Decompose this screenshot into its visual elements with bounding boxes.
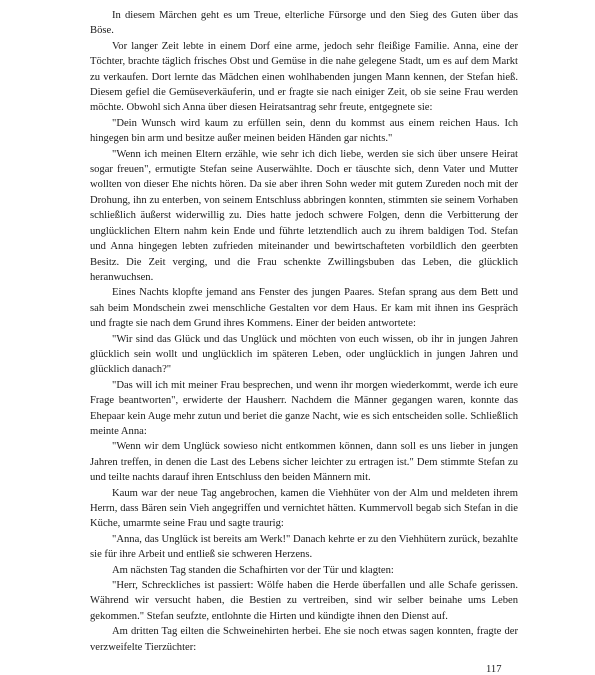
- paragraph: "Wir sind das Glück und das Unglück und möchten von euch wissen, ob ihr in jungen Jahren glücklich sein wollt und unglücklich im späteren Leben, oder unglücklich in jungen Jahren und glücklich danach?": [90, 333, 518, 376]
- paragraph: "Wenn ich meinen Eltern erzähle, wie sehr ich dich liebe, werden sie sich über unsere Heirat sogar freuen", ermutigte Stefan seine Auserwählte. Doch er täuschte sich, denn Vater und Mutter wollten von dieser Ehe nichts hören. Da sie aber ihren Sohn weder mit gutem Zureden noch mit der Drohung, ihn zu enterben, von seinem Entschluss abbringen konnten, stimmten sie seinem Vorhaben schließlich äußerst widerwillig zu. Dies hatte jedoch schwere Folgen, denn die Verbitterung der unglücklichen Eltern nahm kein Ende und führte letztendlich auch zu ihrem baldigen Tod. Stefan und Anna hingegen lebten zufrieden miteinander und bewirtschafteten vorbildlich den geerbten Besitz. Die Zeit verging, und die Frau schenkte Zwillingsbuben das Leben, die glücklich heranwuchsen.: [90, 148, 518, 283]
- paragraph: "Anna, das Unglück ist bereits am Werk!" Danach kehrte er zu den Viehhütern zurück, bezahlte sie für ihre Arbeit und entließ sie schweren Herzens.: [90, 533, 518, 561]
- paragraph: Eines Nachts klopfte jemand ans Fenster des jungen Paares. Stefan sprang aus dem Bett und sah beim Mondschein zwei menschliche Gestalten vor dem Haus. Er kam mit ihnen ins Gespräch und fragte sie nach dem Grund ihres Kommens. Einer der beiden antwortete:: [90, 287, 518, 330]
- paragraph: "Das will ich mit meiner Frau besprechen, und wenn ihr morgen wiederkommt, werde ich eure Frage beantworten", erwiderte der Hausherr. Nachdem die Männer gegangen waren, konnte das Ehepaar kein Auge mehr zutun und beriet die ganze Nacht, wie es sich entscheiden solle. Schließlich meinte Anna:: [90, 379, 518, 437]
- page-number: 117: [486, 664, 502, 675]
- paragraph: Kaum war der neue Tag angebrochen, kamen die Viehhüter von der Alm und meldeten ihrem Herrn, dass Bären sein Vieh angegriffen und vernichtet hätten. Kummervoll begab sich Stefan in die Küche, umarmte seine Frau und sagte traurig:: [90, 487, 518, 530]
- paragraph: In diesem Märchen geht es um Treue, elterliche Fürsorge und den Sieg des Guten über das Böse.: [90, 10, 518, 37]
- paragraph: "Wenn wir dem Unglück sowieso nicht entkommen können, dann soll es uns lieber in jungen Jahren treffen, in denen die Last des Lebens sicher leichter zu ertragen ist." Dem stimmte Stefan zu und teilte nachts darauf ihren Entschluss den beiden Männern mit.: [90, 441, 518, 484]
- paragraph: "Herr, Schreckliches ist passiert: Wölfe haben die Herde überfallen und alle Schafe gerissen. Während wir versucht haben, die Bestien zu vertreiben, sind wir selber beinahe ums Leben gekommen." Stefan seufzte, entlohnte die Hirten und kündigte ihnen den Dienst auf.: [90, 580, 518, 622]
- paragraph: Am dritten Tag eilten die Schweinehirten herbei. Ehe sie noch etwas sagen konnten, fragte der verzweifelte Tierzüchter:: [90, 626, 518, 653]
- paragraph: "Dein Wunsch wird kaum zu erfüllen sein, denn du kommst aus einem reichen Haus. Ich hingegen bin arm und besitze außer meinen beiden Händen gar nichts.": [90, 117, 518, 145]
- body-text: [90, 8, 518, 655]
- paragraph: Am nächsten Tag standen die Schafhirten vor der Tür und klagten:: [112, 564, 394, 576]
- paragraph: Vor langer Zeit lebte in einem Dorf eine arme, jedoch sehr fleißige Familie. Anna, eine der Töchter, brachte täglich frisches Obst und Gemüse in die nahe gelegene Stadt, um es auf dem Markt zu verkaufen. Dort lernte das Mädchen einen wohlhabenden jungen Mann kennen, der Stefan hieß. Diesem gefiel die Gemüseverkäuferin, und er fragte sie nach einiger Zeit, ob sie seine Frau werden möchte. Obwohl sich Anna über diesen Heiratsantrag sehr freute, entgegnete sie:: [90, 40, 518, 114]
